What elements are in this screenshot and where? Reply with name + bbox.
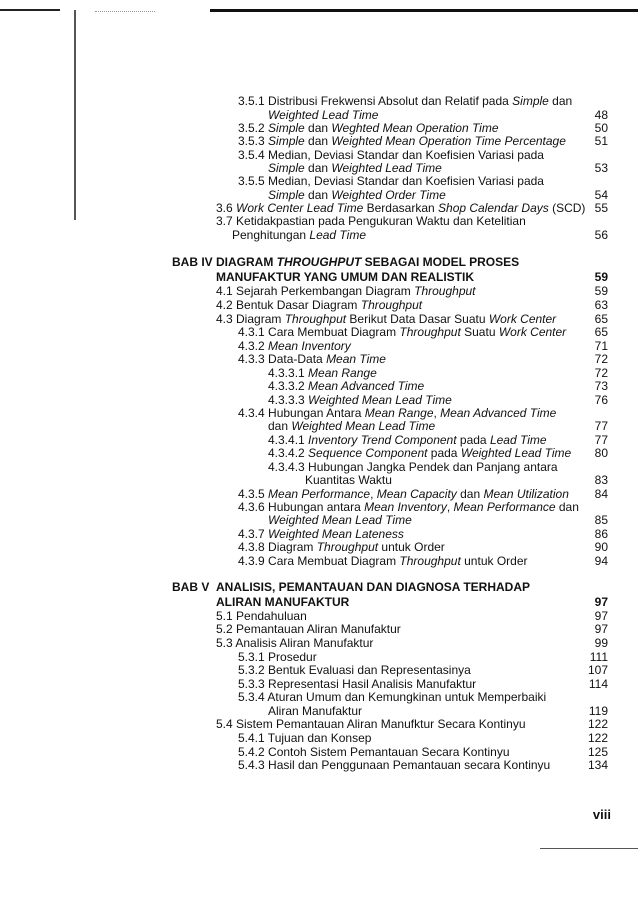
toc-entry-title: 4.3.3.1 Mean Range — [268, 366, 377, 380]
toc-entry-page: 114 — [588, 677, 608, 691]
toc-entry-page: 76 — [594, 393, 608, 407]
toc-entry-title: 5.4.2 Contoh Sistem Pemantauan Secara Kontinyu — [238, 745, 510, 759]
toc-entry-page: 80 — [594, 446, 608, 460]
toc-entry-title: 4.2 Bentuk Dasar Diagram Throughput — [216, 298, 423, 312]
toc-entry-title: 3.5.3 Simple dan Weighted Mean Operation Time Percentage — [238, 134, 566, 148]
toc-entry-page: 84 — [594, 487, 608, 501]
toc-entry-title: 4.3 Diagram Throughput Berikut Data Dasar Suatu Work Center — [216, 312, 557, 326]
toc-entry-title: 3.5.1 Distribusi Frekwensi Absolut dan Relatif pada Simple dan — [238, 94, 573, 108]
toc-entry-title: 3.5.4 Median, Deviasi Standar dan Koefisien Variasi pada — [238, 148, 544, 162]
toc-entry-title: Weighted Lead Time — [268, 108, 379, 122]
toc-entry-title: Aliran Manufaktur — [268, 704, 363, 718]
toc-entry-page: 51 — [594, 134, 608, 148]
toc-entry-title: 4.3.4.1 Inventory Trend Component pada Lead Time — [268, 433, 547, 447]
toc-entry-page: 54 — [594, 188, 608, 202]
toc-entry-page: 122 — [587, 731, 608, 745]
scan-edge-line — [210, 9, 638, 12]
toc-entry-title: 5.3.1 Prosedur — [238, 650, 317, 664]
toc-entry-page: 107 — [587, 663, 608, 677]
toc-entry-title: 5.3.3 Representasi Hasil Analisis Manufaktur — [238, 677, 477, 691]
toc-entry-page: 125 — [587, 745, 608, 759]
toc-entry-title: 4.3.7 Weighted Mean Lateness — [238, 527, 404, 541]
toc-entry-title: 4.3.8 Diagram Throughput untuk Order — [238, 540, 445, 554]
toc-entry-page: 85 — [594, 513, 608, 527]
toc-entry-page: 134 — [587, 758, 608, 772]
toc-entry-title: 5.4.3 Hasil dan Penggunaan Pemantauan secara Kontinyu — [238, 758, 551, 772]
toc-entry-page: 63 — [594, 298, 608, 312]
toc-entry-title: 4.3.4 Hubungan Antara Mean Range, Mean Advanced Time — [238, 406, 557, 420]
toc-entry-title: 5.3.2 Bentuk Evaluasi dan Representasinya — [238, 663, 471, 677]
toc-entry-page: 99 — [594, 636, 608, 650]
toc-entry-page: 53 — [594, 161, 608, 175]
toc-entry-page: 77 — [594, 419, 608, 433]
toc-entry-page: 72 — [594, 352, 608, 366]
toc-entry-page: 90 — [594, 540, 608, 554]
toc-entry-title: Simple dan Weighted Order Time — [268, 188, 446, 202]
toc-entry-page: 119 — [588, 704, 608, 718]
toc-entry-page: 83 — [594, 473, 608, 487]
toc-entry-page: 94 — [594, 554, 608, 568]
toc-entry-page: 122 — [587, 717, 608, 731]
toc-entry-page: 56 — [594, 228, 608, 242]
toc-entry-title: BAB IV — [172, 255, 213, 269]
toc-entry-title: 4.3.3.3 Weighted Mean Lead Time — [268, 393, 452, 407]
toc-entry-title: 3.7 Ketidakpastian pada Pengukuran Waktu dan Ketelitian — [216, 214, 526, 228]
toc-entry-title: dan Weighted Mean Lead Time — [268, 419, 436, 433]
toc-entry-page: 65 — [594, 325, 608, 339]
toc-entry-page: 111 — [589, 650, 608, 664]
toc-entry-page: 97 — [594, 609, 608, 623]
toc-entry-title: Kuantitas Waktu — [305, 473, 392, 487]
toc-entry-title: 3.6 Work Center Lead Time Berdasarkan Shop Calendar Days (SCD) — [216, 201, 586, 215]
scan-edge-line — [540, 848, 638, 849]
toc-entry-page: 77 — [594, 433, 608, 447]
toc-entry-title: 4.3.4.2 Sequence Component pada Weighted Lead Time — [268, 446, 572, 460]
toc-entry-page: 55 — [594, 201, 608, 215]
scan-edge-dots — [95, 11, 155, 12]
toc-entry-title: 5.3.4 Aturan Umum dan Kemungkinan untuk Memperbaiki — [238, 690, 547, 704]
toc-entry-title: ANALISIS, PEMANTAUAN DAN DIAGNOSA TERHADAP — [216, 580, 531, 594]
toc-entry-page: 65 — [594, 312, 608, 326]
toc-entry-page: 71 — [594, 339, 608, 353]
toc-entry-title: 4.1 Sejarah Perkembangan Diagram Throughput — [216, 284, 476, 298]
toc-entry-title: ALIRAN MANUFAKTUR — [216, 595, 350, 609]
toc-entry-title: 4.3.3.2 Mean Advanced Time — [268, 379, 425, 393]
scan-edge-line — [0, 9, 60, 11]
toc-entry-title: 4.3.4.3 Hubungan Jangka Pendek dan Panjang antara — [268, 460, 558, 474]
toc-entry-page: 48 — [594, 108, 608, 122]
toc-entry-title: 4.3.2 Mean Inventory — [238, 339, 351, 353]
toc-entry-title: 5.4.1 Tujuan dan Konsep — [238, 731, 372, 745]
toc-entry-page: 59 — [594, 270, 608, 284]
toc-entry-title: 4.3.3 Data-Data Mean Time — [238, 352, 386, 366]
toc-entry-title: 5.1 Pendahuluan — [216, 609, 307, 623]
toc-entry-title: MANUFAKTUR YANG UMUM DAN REALISTIK — [216, 270, 474, 284]
toc-entry-title: 4.3.6 Hubungan antara Mean Inventory, Mean Performance dan — [238, 500, 579, 514]
page-number: viii — [592, 807, 611, 822]
toc-entry-title: 4.3.1 Cara Membuat Diagram Throughput Suatu Work Center — [238, 325, 567, 339]
toc-entry-title: 3.5.5 Median, Deviasi Standar dan Koefisien Variasi pada — [238, 174, 544, 188]
scan-edge-line — [74, 10, 76, 220]
toc-entry-page: 97 — [594, 595, 608, 609]
toc-entry-title: Weighted Mean Lead Time — [268, 513, 412, 527]
toc-entry-page: 59 — [594, 284, 608, 298]
toc-entry-title: 4.3.9 Cara Membuat Diagram Throughput untuk Order — [238, 554, 528, 568]
toc-entry-title: 3.5.2 Simple dan Weghted Mean Operation Time — [238, 121, 499, 135]
toc-entry-title: 4.3.5 Mean Performance, Mean Capacity dan Mean Utilization — [238, 487, 569, 501]
toc-entry-title: BAB V — [172, 580, 210, 594]
toc-entry-title: 5.4 Sistem Pemantauan Aliran Manufktur Secara Kontinyu — [216, 717, 526, 731]
toc-entry-title: DIAGRAM THROUGHPUT SEBAGAI MODEL PROSES — [216, 255, 520, 269]
toc-entry-page: 50 — [594, 121, 608, 135]
toc-entry-page: 73 — [594, 379, 608, 393]
toc-entry-page: 72 — [594, 366, 608, 380]
toc-entry-title: Simple dan Weighted Lead Time — [268, 161, 442, 175]
toc-entry-page: 86 — [594, 527, 608, 541]
toc-entry-page: 97 — [594, 622, 608, 636]
toc-entry-title: 5.3 Analisis Aliran Manufaktur — [216, 636, 374, 650]
toc-entry-title: 5.2 Pemantauan Aliran Manufaktur — [216, 622, 401, 636]
toc-entry-title: Penghitungan Lead Time — [232, 228, 366, 242]
